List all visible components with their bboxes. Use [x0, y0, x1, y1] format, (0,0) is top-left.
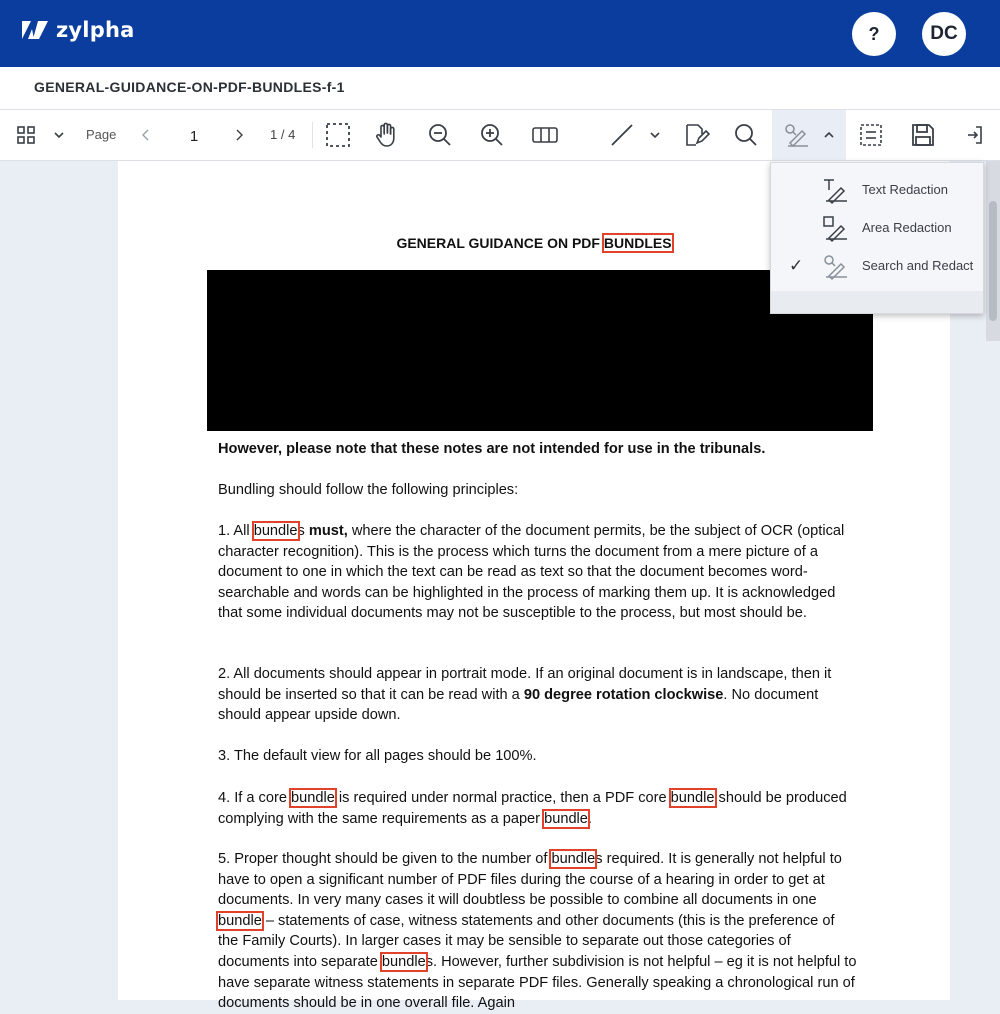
search-redact-icon	[823, 254, 849, 283]
text-run: s	[297, 523, 309, 539]
text-run: – statements of case, witness statements and other documents (this is the preference of the Family Courts). In larger cases it may be sensible to separate out those categories of documents into separate	[218, 912, 835, 970]
text-redaction-icon	[823, 178, 849, 207]
document-title: GENERAL-GUIDANCE-ON-PDF-BUNDLES-f-1	[34, 79, 345, 95]
checkmark-icon: ✓	[789, 256, 804, 275]
chevron-down-icon[interactable]	[48, 110, 70, 160]
text-run: . No document should appear upside down.	[218, 686, 819, 724]
two-page-view-icon[interactable]	[526, 110, 564, 160]
user-avatar[interactable]: DC	[922, 12, 966, 56]
zoom-in-icon[interactable]	[474, 110, 510, 160]
menu-item-text-redaction[interactable]	[771, 171, 983, 209]
text-run: s. However, further subdivision is not helpful – eg it is not helpful to have separate witness statements in separate PDF files. Generally speaking a chronological run of documents should be in one overall file. Again	[218, 953, 857, 1012]
chevron-right-icon[interactable]	[226, 110, 252, 160]
chevron-down-icon[interactable]	[644, 110, 666, 160]
pan-hand-icon[interactable]	[368, 110, 406, 160]
page-number-input[interactable]	[158, 122, 230, 150]
search-icon[interactable]	[728, 110, 764, 160]
redact-tool-icon	[784, 123, 810, 147]
paragraph-3: 3. The default view for all pages should be 100%.	[218, 748, 537, 764]
zylpha-logo-icon	[22, 19, 48, 41]
search-match-highlight[interactable]: bundle	[381, 953, 426, 970]
line-tool-icon[interactable]	[604, 110, 640, 160]
principles-intro: Bundling should follow the following principles:	[218, 482, 519, 498]
search-match-highlight[interactable]: bundle	[253, 523, 298, 539]
text-run: 5. Proper thought should be given to the number of	[218, 851, 552, 867]
annotate-pen-icon[interactable]	[678, 110, 714, 160]
app-header	[0, 0, 1000, 67]
text-run: 2. All documents should appear in portrait mode. If an original document is in landscape, then it should be inserted so that it can be read with a	[218, 666, 832, 703]
paragraph-4	[218, 788, 858, 829]
zylpha-logo[interactable]	[22, 18, 134, 42]
text-run: 4. If a core	[218, 790, 292, 806]
menu-footer	[771, 291, 983, 313]
form-fields-icon[interactable]	[852, 110, 890, 160]
page-count: 1 / 4	[270, 127, 296, 142]
vertical-scrollbar[interactable]	[986, 161, 1000, 341]
text-run: should be produced complying with the same requirements as a paper	[218, 790, 847, 827]
help-button[interactable]: ?	[852, 12, 896, 56]
chevron-left-icon[interactable]	[132, 110, 158, 160]
redaction-tool-group[interactable]	[772, 110, 846, 160]
document-title-bar	[0, 67, 1000, 110]
zoom-out-icon[interactable]	[422, 110, 458, 160]
redaction-menu	[770, 162, 984, 314]
thumbnails-icon[interactable]	[10, 110, 42, 160]
scrollbar-thumb[interactable]	[989, 201, 997, 321]
search-match-highlight[interactable]: bundle	[670, 790, 715, 806]
heading-text: GENERAL GUIDANCE ON PDF	[396, 235, 604, 251]
paragraph-5	[218, 849, 858, 1014]
paragraph-1	[218, 521, 858, 624]
menu-item-search-and-redact[interactable]	[771, 247, 983, 285]
chevron-up-icon[interactable]	[824, 132, 834, 138]
bold-text: must,	[308, 523, 348, 539]
exit-icon[interactable]	[960, 110, 988, 160]
text-run: 1. All	[218, 523, 254, 539]
text-run: .	[587, 810, 592, 827]
text-run: where the character of the document permits, be the subject of OCR (optical character recognition). This is the process which turns the document from a mere picture of a document to one in which the text can be read as text so that the document becomes word-searchable and words can be highlighted in the process of marking them up. It is acknowledged that some individual documents may not be susceptible to the process, but most should be.	[218, 523, 845, 622]
tribunal-note: However, please note that these notes are not intended for use in the tribunals.	[218, 441, 766, 457]
search-match-highlight[interactable]: bundle	[291, 790, 335, 806]
text-run: s required. It is generally not helpful to have to open a significant number of PDF files during the course of a hearing in order to get at documents. In very many cases it will doubtless be possible to combine all documents in one	[218, 851, 842, 909]
menu-item-label: Area Redaction	[862, 220, 952, 235]
bold-text: 90 degree rotation clockwise	[523, 686, 724, 703]
toolbar-divider	[312, 122, 313, 148]
menu-item-label: Text Redaction	[862, 182, 948, 197]
page-label: Page	[86, 127, 117, 142]
marquee-select-icon[interactable]	[320, 110, 356, 160]
menu-item-area-redaction[interactable]	[771, 209, 983, 247]
save-icon[interactable]	[904, 110, 942, 160]
paragraph-2	[218, 664, 858, 726]
viewer-toolbar	[0, 110, 1000, 161]
brand-name: zylpha	[56, 18, 135, 42]
text-run: is required under normal practice, then a PDF core	[334, 790, 671, 806]
search-match-highlight[interactable]: bundle	[544, 810, 588, 827]
area-redaction-icon	[823, 216, 849, 245]
search-match-highlight[interactable]: BUNDLES	[603, 235, 672, 251]
menu-item-label: Search and Redact	[862, 258, 974, 273]
search-match-highlight[interactable]: bundle	[218, 912, 262, 929]
search-match-highlight[interactable]: bundle	[551, 851, 596, 867]
